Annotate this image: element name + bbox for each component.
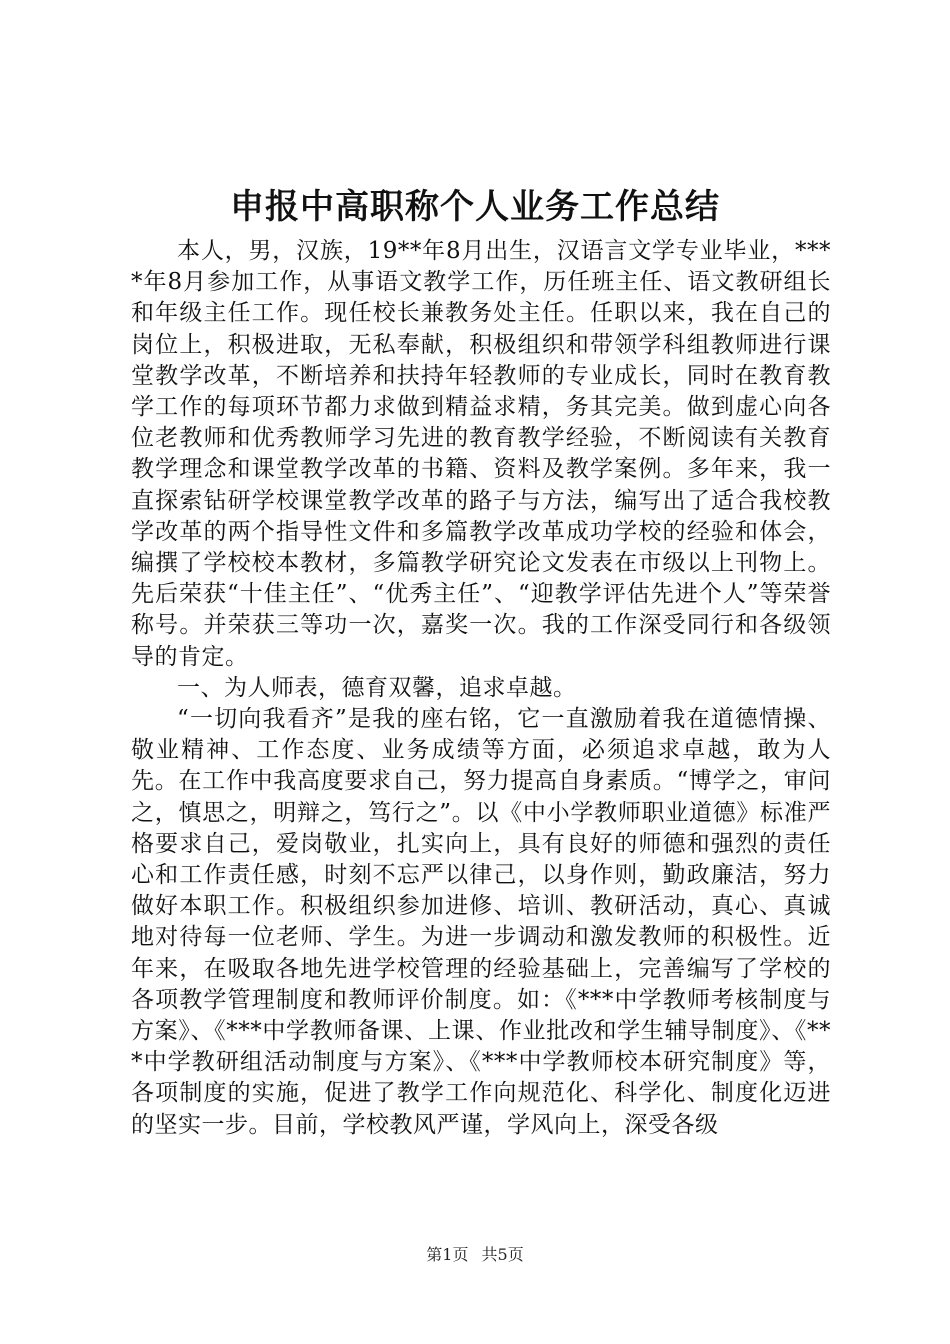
paragraph-section-1: “一切向我看齐”是我的座右铭，它一直激励着我在道德情操、敬业精神、工作态度、业务成绩等方面，必须追求卓越，敢为人先。在工作中我高度要求自己，努力提高自身素质。“博学之，审问之，慎思之，明辩之，笃行之”。以《中小学教师职业道德》标准严格要求自己，爱岗敬业，扎实向上，具有良好的师德和强烈的责任心和工作责任感，时刻不忘严以律己，以身作则，勤政廉洁，努力做好本职工作。积极组织参加进修、培训、教研活动，真心、真诚地对待每一位老师、学生。为进一步调动和激发教师的积极性。近年来，在吸取各地先进学校管理的经验基础上，完善编写了学校的各项教学管理制度和教师评价制度。如：《***中学教师考核制度与方案》、《***中学教师备课、上课、作业批改和学生辅导制度》、《***中学教研组活动制度与方案》、《***中学教师校本研究制度》等，各项制度的实施，促进了教学工作向规范化、科学化、制度化迈进的坚实一步。目前，学校教风严谨，学风向上，深受各级 [131,706,831,1138]
document-body [131,236,831,1141]
section-heading-1: 一、为人师表，德育双馨，追求卓越。 [177,674,577,701]
page-footer [0,1244,950,1266]
page-number: 第1页 [426,1245,469,1264]
paragraph-intro: 本人，男，汉族，19**年8月出生，汉语言文学专业毕业，****年8月参加工作，从事语文教学工作，历任班主任、语文教研组长和年级主任工作。现任校长兼教务处主任。任职以来，我在自己的岗位上，积极进取，无私奉献，积极组织和带领学科组教师进行课堂教学改革，不断培养和扶持年轻教师的专业成长，同时在教育教学工作的每项环节都力求做到精益求精，务其完美。做到虚心向各位老教师和优秀教师学习先进的教育教学经验，不断阅读有关教育教学理念和课堂教学改革的书籍、资料及教学案例。多年来，我一直探索钻研学校课堂教学改革的路子与方法，编写出了适合我校教学改革的两个指导性文件和多篇教学改革成功学校的经验和体会，编撰了学校校本教材，多篇教学研究论文发表在市级以上刊物上。先后荣获“十佳主任”、“优秀主任”、“迎教学评估先进个人”等荣誉称号。并荣获三等功一次，嘉奖一次。我的工作深受同行和各级领导的肯定。 [131,238,831,670]
document-title: 申报中高职称个人业务工作总结 [230,187,720,227]
page-total: 共5页 [481,1245,524,1264]
